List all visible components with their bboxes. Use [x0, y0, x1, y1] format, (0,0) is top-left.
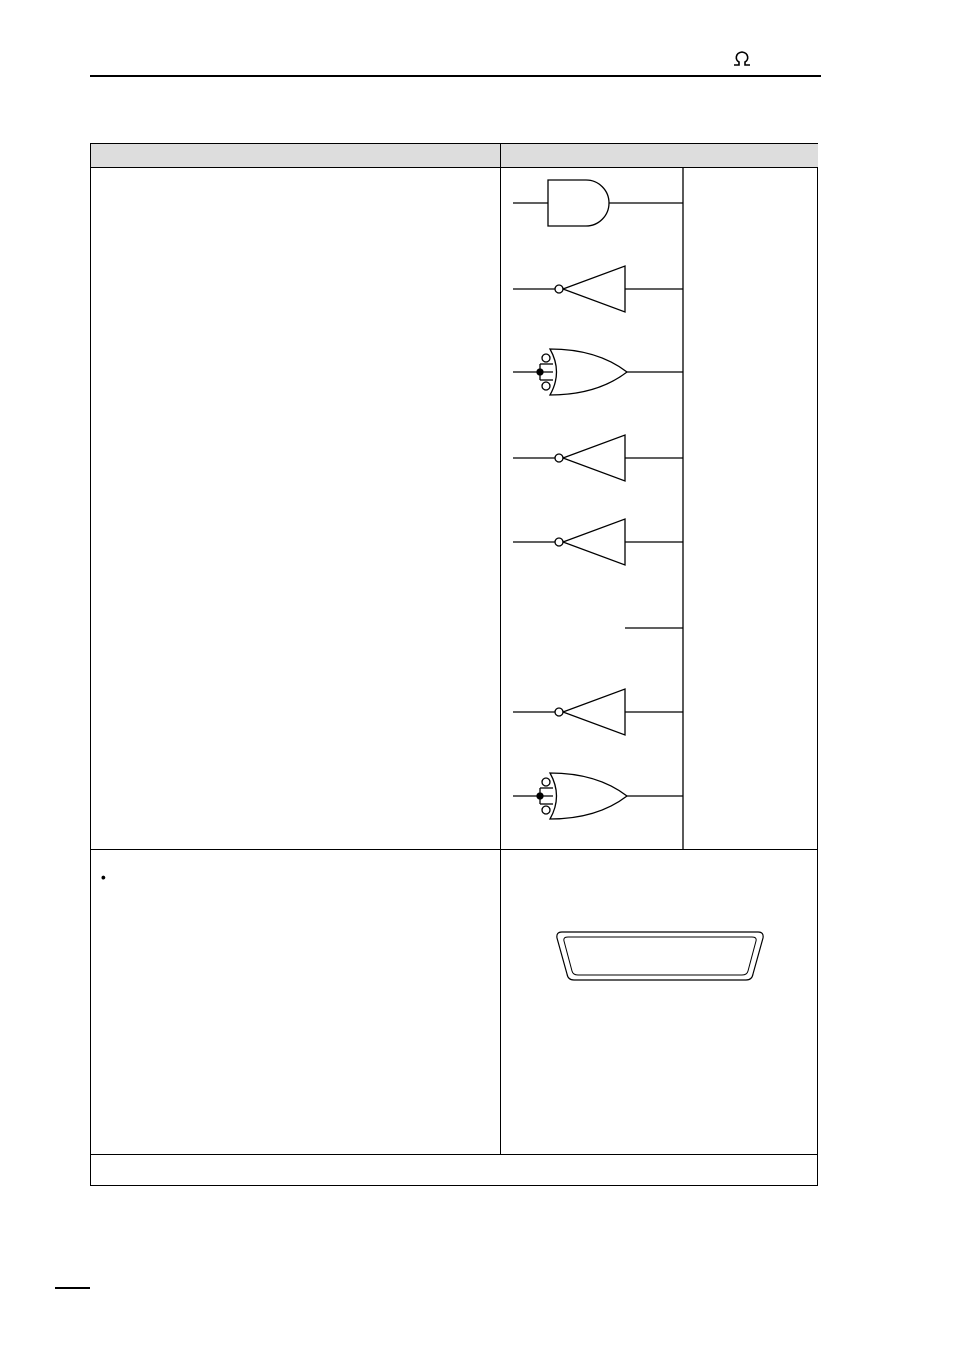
header-rule — [90, 75, 821, 77]
table-head-right — [501, 144, 818, 167]
pin-assignment-table — [90, 143, 818, 1186]
footer-rule — [55, 1287, 90, 1289]
inverter-symbol — [563, 435, 625, 481]
table-head-left — [91, 144, 500, 167]
db25-connector-icon — [554, 926, 766, 986]
row-rule — [91, 1154, 818, 1155]
and-gate-symbol — [548, 180, 609, 226]
inverter-symbol — [563, 266, 625, 312]
protective-earth-cell — [101, 860, 491, 880]
row-rule — [91, 849, 818, 850]
brand-logo — [732, 50, 754, 66]
or-gate-symbol — [550, 773, 627, 819]
pin-diagram — [501, 168, 819, 849]
section-heading — [90, 110, 182, 132]
inverter-symbol — [563, 689, 625, 735]
or-gate-symbol — [550, 349, 627, 395]
omega-icon — [732, 50, 752, 66]
inverter-symbol — [563, 519, 625, 565]
